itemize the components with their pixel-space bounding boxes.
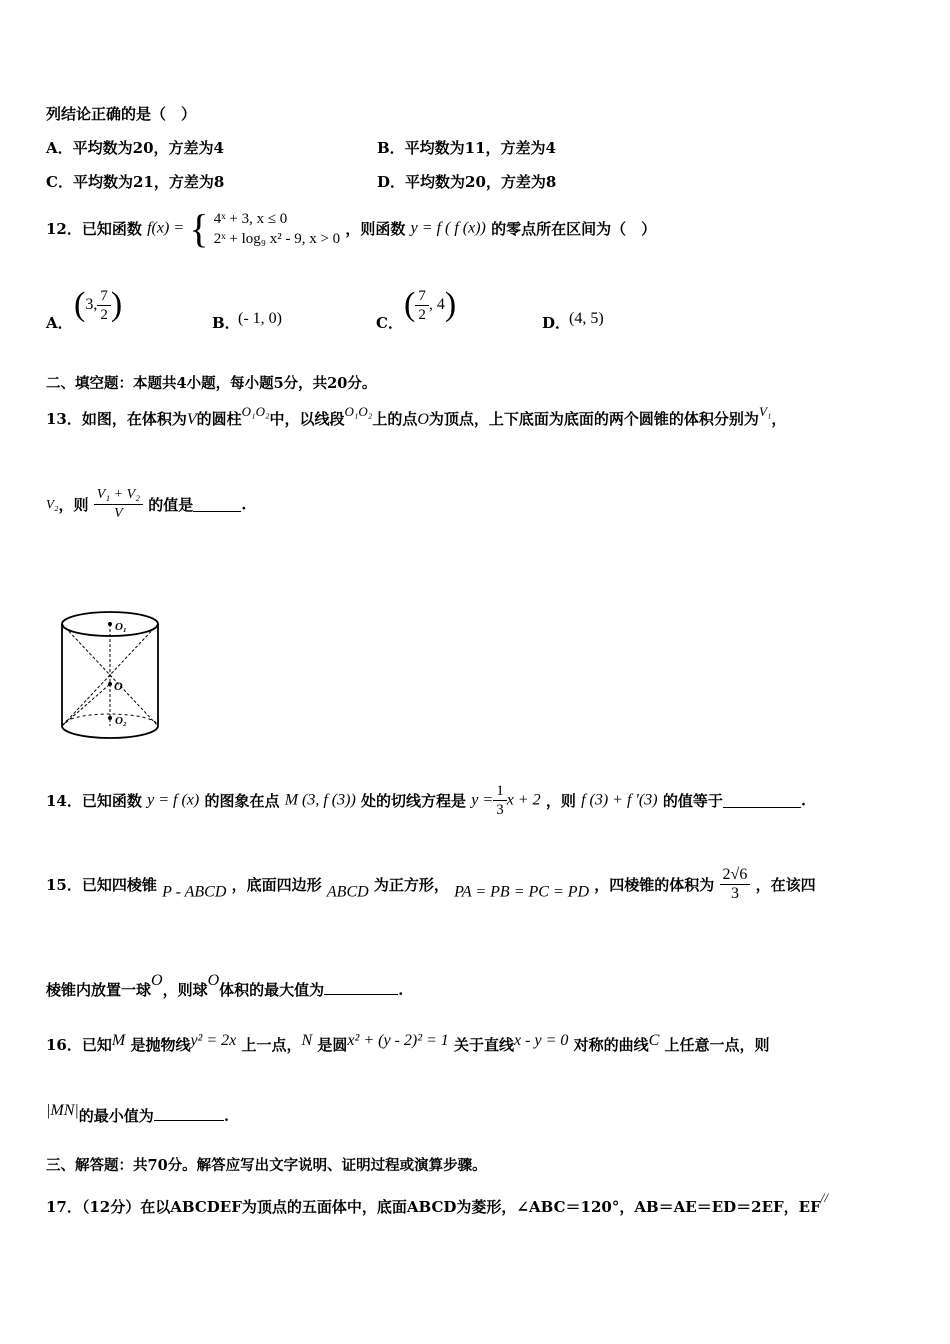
q15-answer-blank (324, 980, 398, 995)
q13-fraction: $\frac{\text{V₁ + V₂}}{V}$ (94, 486, 143, 523)
q11-option-a: A．平均数为20，方差为4 (46, 139, 224, 157)
q12-option-a: (3, $\frac{7}{2}$ ) (74, 286, 123, 323)
q12-composite: y = f ( f (x)) (410, 219, 486, 237)
q15-fraction: $\frac{2√6}{3}$ (720, 866, 751, 903)
q16-line2: |MN|的最小值为 . (46, 1102, 230, 1125)
q14-line: 14．已知函数 y = f (x) 的图象在点 M (3, f (3)) 处的切线方程是 y = $\frac{1}{3}$ x + 2 ，则 f (3) + f ′(3) 的值等于 . (46, 783, 807, 818)
q13-line1: 13．如图，在体积为V的圆柱O₁O₂中，以线段O₁O₂上的点O为顶点，上下底面为底面的两个圆锥的体积分别为V₁， (46, 404, 787, 428)
q12-option-b-label: B． (212, 314, 240, 332)
q12-option-c: ( $\frac{7}{2}$ , 4) (404, 286, 457, 323)
q11-option-c: C．平均数为21，方差为8 (46, 173, 225, 191)
q14-answer-blank (723, 793, 801, 808)
fig-label-o: O (114, 679, 123, 693)
q15-line1: 15．已知四棱锥 P - ABCD ，底面四边形 ABCD 为正方形， PA = PB = PC = PD ，四棱锥的体积为 $\frac{2√6}{3}$ ，在该四 (46, 866, 816, 902)
q12-fx: f(x) = (147, 219, 185, 237)
q13-answer-blank (193, 497, 241, 512)
q17-line: 17．（12分）在以ABCDEF为顶点的五面体中，底面ABCD为菱形，∠ABC＝120°，AB＝AE＝ED＝2EF，EF// (46, 1190, 828, 1216)
q15-line2: 棱锥内放置一球O，则球O体积的最大值为 . (46, 972, 404, 999)
q14-fraction: $\frac{1}{3}$ (493, 782, 507, 819)
q11-option-d: D．平均数为20，方差为8 (377, 173, 557, 191)
q12-option-d: (4, 5) (569, 310, 604, 327)
q11-option-b: B．平均数为11，方差为4 (377, 139, 556, 157)
q12-stem: 12．已知函数 f(x) = { 4ˣ + 3, x ≤ 0 2ˣ + log₉ x² - 9, x > 0 ，则函数 y = f ( f (x)) 的零点所在区间为（ ） (46, 206, 657, 251)
q12-piecewise: 4ˣ + 3, x ≤ 0 2ˣ + log₉ x² - 9, x > 0 (213, 210, 341, 247)
q13-line2: V₂，则 $\frac{\text{V₁ + V₂}}{V}$ 的值是 . (46, 487, 247, 521)
q16-answer-blank (154, 1106, 224, 1121)
section-2-heading: 二、填空题：本题共4小题，每小题5分，共20分。 (46, 375, 377, 392)
q16-line1: 16．已知M 是抛物线y² = 2x 上一点，N 是圆x² + (y - 2)² = 1 关于直线x - y = 0 对称的曲线C 上任意一点，则 (46, 1032, 770, 1054)
section-3-heading: 三、解答题：共70分。解答应写出文字说明、证明过程或演算步骤。 (46, 1157, 487, 1174)
q12-option-d-label: D． (542, 314, 571, 332)
fig-label-o2: O₂ (115, 715, 127, 727)
q12-option-b: (- 1, 0) (238, 310, 282, 327)
q12-option-a-label: A． (46, 314, 73, 332)
q11-stem-tail: 列结论正确的是（ ） (46, 105, 197, 123)
cylinder-figure (54, 606, 166, 750)
q12-option-c-label: C． (376, 314, 403, 332)
fig-label-o1: O₁ (115, 621, 127, 633)
